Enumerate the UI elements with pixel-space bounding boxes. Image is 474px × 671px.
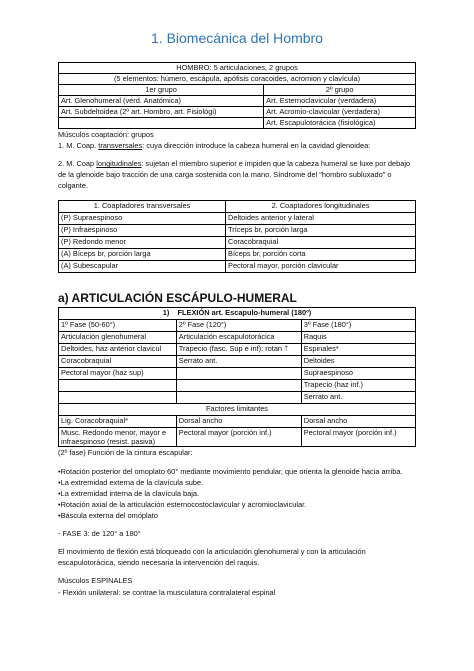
table-cell: Pectoral mayor (haz sup) bbox=[59, 367, 177, 379]
table-row bbox=[59, 415, 416, 427]
table-cell: 3º Fase (180°) bbox=[301, 319, 415, 331]
table-cell: Articulación escapulotorácica bbox=[176, 331, 301, 343]
table-cell: Pectoral mayor (porción inf.) bbox=[301, 427, 415, 447]
table-cell: Raquis bbox=[301, 331, 415, 343]
column-header: 2º grupo bbox=[264, 85, 416, 96]
table-cell bbox=[176, 391, 301, 403]
table-cell bbox=[59, 118, 264, 129]
coaptators-table bbox=[58, 200, 416, 273]
coaptation-paragraph-2 bbox=[58, 158, 416, 191]
table-row bbox=[59, 343, 416, 355]
table-cell: Art. Subdeltoidea (2º art. Hombro, art. Fisiológi) bbox=[59, 107, 264, 118]
table-cell: Supraespinoso bbox=[301, 367, 415, 379]
table-cell: Art. Acromio-clavicular (verdadera) bbox=[264, 107, 416, 118]
column-header: 2. Coaptadores longitudinales bbox=[226, 200, 416, 212]
table-cell: Trapecio (fasc. Sup e inf): rotan 🡑 bbox=[176, 343, 301, 355]
table-row bbox=[59, 96, 416, 107]
table-row bbox=[59, 236, 416, 248]
table-row bbox=[59, 331, 416, 343]
table-row bbox=[59, 260, 416, 272]
table-row bbox=[59, 107, 416, 118]
table-cell: Espinales* bbox=[301, 343, 415, 355]
table-row bbox=[59, 212, 416, 224]
table-cell: Art. Esternoclavicular (verdadera) bbox=[264, 96, 416, 107]
table-title bbox=[59, 307, 416, 319]
table-cell bbox=[59, 379, 177, 391]
table-header: HOMBRO: 5 articulaciones, 2 grupos bbox=[59, 63, 416, 74]
table-cell: Deltoides bbox=[301, 355, 415, 367]
table-cell: Deltoides anterior y lateral bbox=[226, 212, 416, 224]
page-title: 1. Biomecánica del Hombro bbox=[151, 30, 323, 46]
table-cell: Deltoides, haz anterior clavicul bbox=[59, 343, 177, 355]
table-cell: Coracobraquial bbox=[226, 236, 416, 248]
bullet-item: •La extremidad externa de la clavícula sube. bbox=[58, 477, 204, 487]
table-cell: 1º Fase (50-60°) bbox=[59, 319, 177, 331]
bullet-item: •Rotación posterior del omoplato 60° mediante movimiento pendular, que orienta la glenoide hacia arriba. bbox=[58, 466, 403, 476]
column-header: 1er grupo bbox=[59, 85, 264, 96]
table-row bbox=[59, 379, 416, 391]
text-span: : cuya dirección introduce la cabeza humeral en la cavidad glenoidea: bbox=[142, 141, 371, 151]
phase-3-heading: - FASE 3: de 120° a 180° bbox=[58, 529, 141, 539]
table-cell: Musc. Redondo menor, mayor e infraespinoso (resist. pasiva) bbox=[59, 427, 177, 447]
table-cell: Pectoral mayor (porción inf.) bbox=[176, 427, 301, 447]
section-heading: a) ARTICULACIÓN ESCÁPULO-HUMERAL bbox=[58, 290, 297, 305]
table-cell: Dorsal ancho bbox=[176, 415, 301, 427]
table-cell: Bíceps br, porción corta bbox=[226, 248, 416, 260]
table-cell: Serrato ant. bbox=[301, 391, 415, 403]
table-cell: Trapecio (haz inf.) bbox=[301, 379, 415, 391]
table-cell bbox=[176, 379, 301, 391]
table-cell: Articulación glenohumeral bbox=[59, 331, 177, 343]
table-row bbox=[59, 319, 416, 331]
underlined-term: longitudinales bbox=[96, 159, 142, 169]
phase-2-heading: (2º fase) Función de la cintura escapular: bbox=[58, 448, 193, 458]
bullet-item: •Rotación axial de la articulación esternocostoclavicular y acromioclavicular. bbox=[58, 499, 307, 509]
bullet-item: •La extremidad interna de la clavícula baja. bbox=[58, 488, 200, 498]
table-cell bbox=[176, 367, 301, 379]
table-row bbox=[59, 367, 416, 379]
table-cell: 2º Fase (120°) bbox=[176, 319, 301, 331]
table-row bbox=[59, 391, 416, 403]
text-span: 1) bbox=[162, 307, 170, 317]
underlined-term: transversales bbox=[98, 141, 143, 151]
table-cell: Art. Glenohumeral (verd. Anatómica) bbox=[59, 96, 264, 107]
table-cell: (P) Supraespinoso bbox=[59, 212, 226, 224]
column-header: 1. Coaptadores transversales bbox=[59, 200, 226, 212]
text-span: 1. M. Coap. bbox=[58, 141, 99, 151]
table-cell: (A) Bíceps br, porción larga bbox=[59, 248, 226, 260]
text-span: FLEXIÓN art. Escapulo-humeral (180º) bbox=[177, 307, 312, 317]
limits-header: Factores limitantes bbox=[59, 403, 416, 415]
body-paragraph: El movimiento de flexión está bloqueado con la articulación glenohumeral y con la articulación escapulotorácica, siendo necesaria la intervención del raquis. bbox=[58, 547, 366, 568]
table-row bbox=[59, 248, 416, 260]
table-row bbox=[59, 355, 416, 367]
table-row bbox=[59, 118, 416, 129]
table-cell: Lig. Coracobraquial* bbox=[59, 415, 177, 427]
spinal-text: - Flexión unilateral: se contrae la musculatura contralateral espinal bbox=[58, 587, 276, 597]
coaptation-paragraph-1 bbox=[58, 140, 416, 151]
spinal-heading: Músculos ESPINALES bbox=[58, 576, 133, 586]
table-row bbox=[59, 427, 416, 447]
table-cell: Art. Escapulotorácica (fisiológica) bbox=[264, 118, 416, 129]
table-cell: Dorsal ancho bbox=[301, 415, 415, 427]
table-cell: Tríceps br, porción larga bbox=[226, 224, 416, 236]
table-row bbox=[59, 224, 416, 236]
flexion-table bbox=[58, 307, 416, 448]
coaptation-heading: Músculos coaptación: grupos bbox=[58, 130, 154, 139]
table-cell: (A) Subescapular bbox=[59, 260, 226, 272]
text-span: 2. M. Coap bbox=[58, 159, 97, 169]
text-span: : sujetan el miembro superior e impiden que la cabeza humeral se luxe por debajo de la glenoide bajo tracción de una carga sostenida con la mano. Síndrome del "hombro subluxado" o colgante. bbox=[58, 159, 411, 191]
table-subheader: (5 elementos: húmero, escápula, apófisis coracoides, acromion y clavícula) bbox=[59, 74, 416, 85]
bullet-item: •Báscula externa del omóplato bbox=[58, 511, 158, 521]
table-cell bbox=[59, 391, 177, 403]
table-cell: Pectoral mayor, porción clavicular bbox=[226, 260, 416, 272]
table-cell: Coracobraquial bbox=[59, 355, 177, 367]
table-cell: (P) Infraespinoso bbox=[59, 224, 226, 236]
table-cell: Serrato ant. bbox=[176, 355, 301, 367]
shoulder-joints-table bbox=[58, 62, 416, 129]
table-cell: (P) Redondo menor bbox=[59, 236, 226, 248]
